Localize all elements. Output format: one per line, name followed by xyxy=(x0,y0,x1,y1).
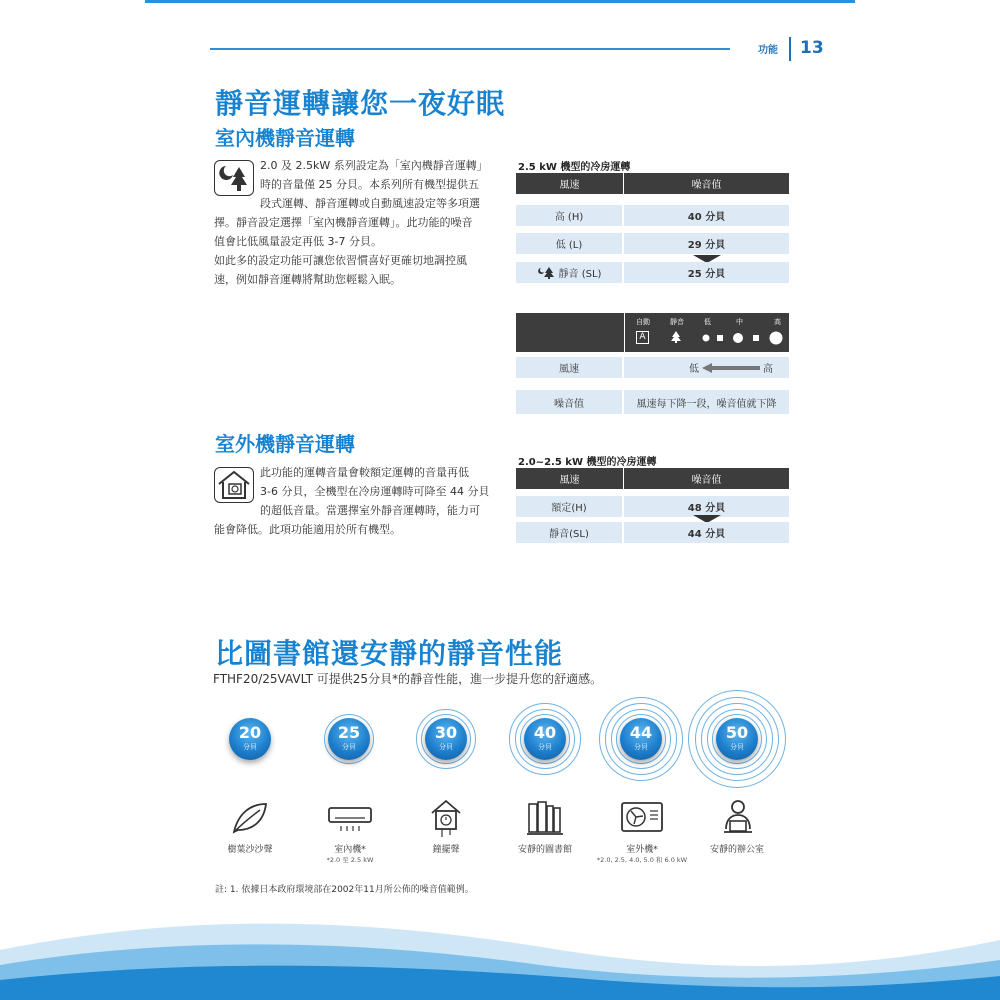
decibel-value: 30 xyxy=(434,723,458,742)
table-row xyxy=(516,522,789,543)
noise-label: 噪音值 xyxy=(516,390,624,414)
decibel-unit: 分貝 xyxy=(538,743,552,751)
row-noise: 40 分貝 xyxy=(687,212,726,223)
row-noise: 29 分貝 xyxy=(687,240,726,251)
indoor-unit-icon xyxy=(327,806,373,834)
decibel-badge xyxy=(524,718,566,760)
row-speed: 低 (L) xyxy=(516,233,624,254)
decibel-badge xyxy=(425,718,467,760)
house-unit-icon xyxy=(214,467,254,503)
speed-arrow-icon xyxy=(702,363,760,373)
decibel-value: 40 xyxy=(533,723,557,742)
cuckoo-clock-icon xyxy=(428,797,464,841)
caption-clock: 鐘擺聲 xyxy=(432,845,460,855)
row-noise: 44 分貝 xyxy=(687,529,726,540)
auto-mode-icon: A xyxy=(636,331,649,344)
decibel-badge xyxy=(328,718,370,760)
decibel-value: 25 xyxy=(337,723,361,742)
moon-tree-icon xyxy=(214,160,254,196)
outdoor-para-line-4: 能會降低。此項功能適用於所有機型。 xyxy=(214,523,401,536)
mode-quiet-label: 靜音 xyxy=(670,318,684,326)
fan-mode-header xyxy=(516,313,789,352)
decibel-unit: 分貝 xyxy=(243,743,257,751)
caption-indoor: 室內機* xyxy=(334,845,366,855)
wave-decoration xyxy=(0,880,1000,1000)
subcaption-indoor: *2.0 至 2.5 kW xyxy=(326,856,374,864)
row-speed: 靜音 (SL) xyxy=(558,269,602,280)
row-noise: 25 分貝 xyxy=(687,269,726,280)
level-40 xyxy=(509,703,581,775)
decibel-unit: 分貝 xyxy=(634,743,648,751)
outdoor-para-line-3: 的超低音量。當選擇室外靜音運轉時，能力可 xyxy=(260,504,480,517)
indoor-table-header xyxy=(516,173,789,194)
fan-speed-range xyxy=(624,357,789,378)
mode-mid-label: 中 xyxy=(736,318,743,326)
indoor-para-line-1: 2.0 及 2.5kW 系列設定為「室內機靜音運轉」 xyxy=(260,159,488,172)
header-section-label: 功能 xyxy=(758,45,778,56)
high-label: 高 xyxy=(763,364,773,375)
outdoor-title: 室外機靜音運轉 xyxy=(215,432,355,456)
indoor-header-speed: 風速 xyxy=(516,173,624,194)
decibel-value: 44 xyxy=(629,723,653,742)
indoor-title: 室內機靜音運轉 xyxy=(215,126,355,150)
outdoor-header-noise: 噪音值 xyxy=(691,475,722,486)
decibel-unit: 分貝 xyxy=(342,743,356,751)
row-speed: 靜音(SL) xyxy=(516,522,624,543)
indoor-para-line-2: 時的音量僅 25 分貝。本系列所有機型提供五 xyxy=(260,178,479,191)
quiet-mode-icon xyxy=(668,331,682,344)
section2-subtitle: FTHF20/25VAVLT 可提供25分貝*的靜音性能，進一步提升您的舒適感。 xyxy=(213,672,603,686)
table-row xyxy=(516,390,789,414)
indoor-table-title: 2.5 kW 機型的冷房運轉 xyxy=(518,162,631,173)
caption-leaves: 樹葉沙沙聲 xyxy=(227,845,273,855)
table-row xyxy=(516,357,789,378)
subcaption-outdoor: *2.0, 2.5, 4.0, 5.0 和 6.0 kW xyxy=(596,856,688,864)
decibel-badge xyxy=(620,718,662,760)
fan-speed-label: 風速 xyxy=(516,357,624,378)
indoor-header-noise: 噪音值 xyxy=(691,180,722,191)
outdoor-header-speed: 風速 xyxy=(516,468,624,489)
outdoor-table-title: 2.0~2.5 kW 機型的冷房運轉 xyxy=(518,457,657,468)
outdoor-para-line-2: 3-6 分貝，全機型在冷房運轉時可降至 44 分貝 xyxy=(260,485,490,498)
level-25 xyxy=(324,714,374,764)
page-number: 13 xyxy=(800,38,824,58)
header-rule xyxy=(210,48,730,50)
row-noise: 48 分貝 xyxy=(687,503,726,514)
fan-speed-icons xyxy=(701,331,796,345)
low-label: 低 xyxy=(689,364,699,375)
indoor-para-line-7: 速，例如靜音運轉將幫助您輕鬆入眠。 xyxy=(214,273,401,286)
top-accent-line xyxy=(145,0,855,3)
level-30 xyxy=(416,709,476,769)
level-44 xyxy=(599,697,683,781)
decibel-value: 50 xyxy=(725,723,749,742)
indoor-para-line-5: 值會比低風量設定再低 3-7 分貝。 xyxy=(214,235,382,248)
indoor-para-line-4: 擇。靜音設定選擇「室內機靜音運轉」。此功能的噪音 xyxy=(214,216,473,229)
indoor-para-line-3: 段式運轉、靜音運轉或自動風速設定等多項選 xyxy=(260,197,480,210)
mode-high-label: 高 xyxy=(774,318,781,326)
header-separator xyxy=(789,37,791,61)
decibel-badge xyxy=(229,718,271,760)
noise-description: 風速每下降一段，噪音值就下降 xyxy=(636,398,777,410)
indoor-para-line-6: 如此多的設定功能可讓您依習慣喜好更確切地調控風 xyxy=(214,254,467,267)
mode-low-label: 低 xyxy=(704,318,711,326)
decibel-unit: 分貝 xyxy=(439,743,453,751)
caption-outdoor: 室外機* xyxy=(626,845,658,855)
table-row xyxy=(516,205,789,226)
outdoor-para-line-1: 此功能的運轉音量會較額定運轉的音量再低 xyxy=(260,466,469,479)
leaf-icon xyxy=(230,800,270,836)
table-row xyxy=(516,262,789,283)
office-worker-icon xyxy=(718,797,758,837)
row-speed: 額定(H) xyxy=(516,496,624,517)
level-20 xyxy=(229,718,271,760)
section1-title: 靜音運轉讓您一夜好眠 xyxy=(215,87,506,120)
quiet-tree-icon xyxy=(537,266,555,280)
table-row xyxy=(516,233,789,254)
footnote: 註: 1. 依據日本政府環境部在2002年11月所公佈的噪音值範例。 xyxy=(215,885,474,895)
decibel-unit: 分貝 xyxy=(730,743,744,751)
row-speed-cell xyxy=(516,262,624,283)
outdoor-unit-icon xyxy=(620,801,664,835)
bookshelf-icon xyxy=(526,800,564,836)
row-speed: 高 (H) xyxy=(516,205,624,226)
mode-auto-label: 自動 xyxy=(636,318,650,326)
level-50 xyxy=(688,690,786,788)
section2-title: 比圖書館還安靜的靜音性能 xyxy=(215,637,564,670)
decibel-value: 20 xyxy=(238,723,262,742)
table-row xyxy=(516,496,789,517)
outdoor-table-header xyxy=(516,468,789,489)
caption-library: 安靜的圖書館 xyxy=(517,845,572,855)
decibel-badge xyxy=(716,718,758,760)
caption-office: 安靜的辦公室 xyxy=(709,845,764,855)
